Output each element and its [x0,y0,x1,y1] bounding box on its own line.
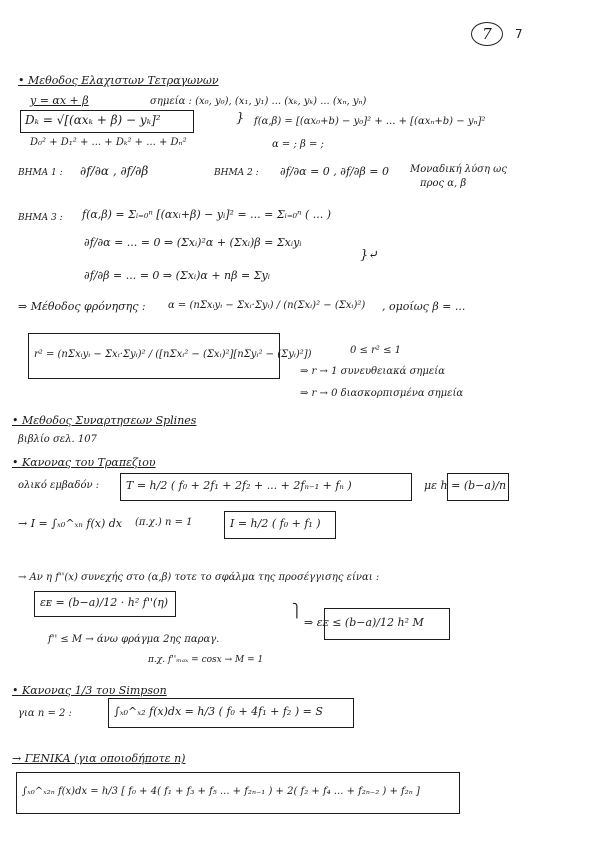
n-equals-one: (π.χ.) n = 1 [135,517,193,528]
r-to-one: ⇒ r → 1 συνευθειακά σημεία [300,366,445,377]
trapezoid-formula: T = h/2 ( f₀ + 2f₁ + 2f₂ + ... + 2fₙ₋₁ + fₙ ) [126,479,352,492]
splines-heading: • Μεθοδος Συναρτησεων Splines [12,414,197,427]
step3-f: f(α,β) = Σᵢ₌₀ⁿ [(αxᵢ+β) − yᵢ]² = ... = Σᵢ₌₀ⁿ ( ... ) [82,208,332,221]
integral-definition: → I = ∫ₓ₀^ₓₙ f(x) dx [18,517,122,530]
simpson-heading: • Κανονας 1/3 του Simpson [12,684,167,697]
f-definition: f(α,β) = [(αx₀+b) − y₀]² + ... + [(αxₙ+b) − yₙ]² [254,116,486,127]
n1-result: I = h/2 ( f₀ + f₁ ) [230,517,321,530]
trapezoid-heading: • Κανονας του Τραπεζιου [12,456,156,469]
solution-alpha: α = (nΣxᵢyᵢ − Σxᵢ·Σyᵢ) / (n(Σxᵢ)² − (Σxᵢ)²) [168,300,366,311]
step2-label: ΒΗΜΑ 2 : [214,168,259,178]
bound-example: π.χ. f''ₘₐₓ = cosx → M = 1 [148,655,264,665]
step2-note-2: προς α, β [420,178,467,189]
dk-definition: Dₖ = √[(αxₖ + β) − yₖ]² [25,113,161,127]
system-brace: }⤶ [360,248,380,263]
step1-label: ΒΗΜΑ 1 : [18,168,63,178]
solution-beta: , ομοίως β = ... [382,300,466,313]
least-squares-heading: • Μεθοδος Ελαχιστων Τετραγωνων [18,74,219,87]
general-formula: ∫ₓ₀^ₓ₂ₙ f(x)dx = h/3 [ f₀ + 4( f₁ + f₃ + f₅ ... + f₂ₙ₋₁ ) + 2( f₂ + f₄ ... + f₂ₙ₋₂ ) + f₂ₙ ] [22,786,420,797]
page-number: 7 [515,27,523,41]
data-points: σημεία : (x₀, y₀), (x₁, y₁) ... (xₖ, yₖ) ... (xₙ, yₙ) [150,96,367,107]
sum-of-squares: D₀² + D₁² + ... + Dₖ² + ... + Dₙ² [30,137,187,148]
h-definition: με h = (b−a)/n [424,479,507,492]
unknowns: α = ; β = ; [272,139,324,150]
simpson-case: για n = 2 : [18,708,72,719]
error-brace: ⎫ [292,604,302,619]
error-bound: ⇒ εᴇ ≤ (b−a)/12 h² M [304,616,424,629]
step2-formula: ∂f/∂α = 0 , ∂f/∂β = 0 [280,165,390,178]
total-area-label: ολικό εμβαδόν : [18,480,100,491]
circled-page-number: 7 [471,22,503,46]
step3-partial-alpha: ∂f/∂α = ... = 0 ⇒ (Σxᵢ)²α + (Σxᵢ)β = Σxᵢyᵢ [84,236,302,249]
brace: } [236,111,245,126]
step1-formula: ∂f/∂α , ∂f/∂β [80,164,149,178]
model-equation: y = αx + β [30,94,89,107]
general-heading: → ΓΕΝΙΚΑ (για οποιοδήποτε n) [12,752,186,765]
solution-label: ⇒ Μέθοδος φρόνησης : [18,300,146,313]
step2-note-1: Μοναδική λύση ως [410,164,507,175]
r2-formula: r² = (nΣxᵢyᵢ − Σxᵢ·Σyᵢ)² / ([nΣxᵢ² − (Σxᵢ)²][nΣyᵢ² − (Σyᵢ)²]) [34,349,312,360]
step3-label: ΒΗΜΑ 3 : [18,213,63,223]
r-to-zero: ⇒ r → 0 διασκορπισμένα σημεία [300,388,464,399]
bound-note: f'' ≤ M → άνω φράγμα 2ης παραγ. [48,634,220,645]
error-formula: εᴇ = (b−a)/12 · h² f''(η) [40,596,169,609]
simpson-formula: ∫ₓ₀^ₓ₂ f(x)dx = h/3 ( f₀ + 4f₁ + f₂ ) = S [114,705,323,718]
splines-book-ref: βιβλίο σελ. 107 [18,434,97,445]
error-intro: → Αν η f''(x) συνεχής στο (α,β) τοτε το σφάλμα της προσέγγισης είναι : [18,572,380,583]
r2-range: 0 ≤ r² ≤ 1 [350,345,401,356]
step3-partial-beta: ∂f/∂β = ... = 0 ⇒ (Σxᵢ)α + nβ = Σyᵢ [84,269,270,282]
